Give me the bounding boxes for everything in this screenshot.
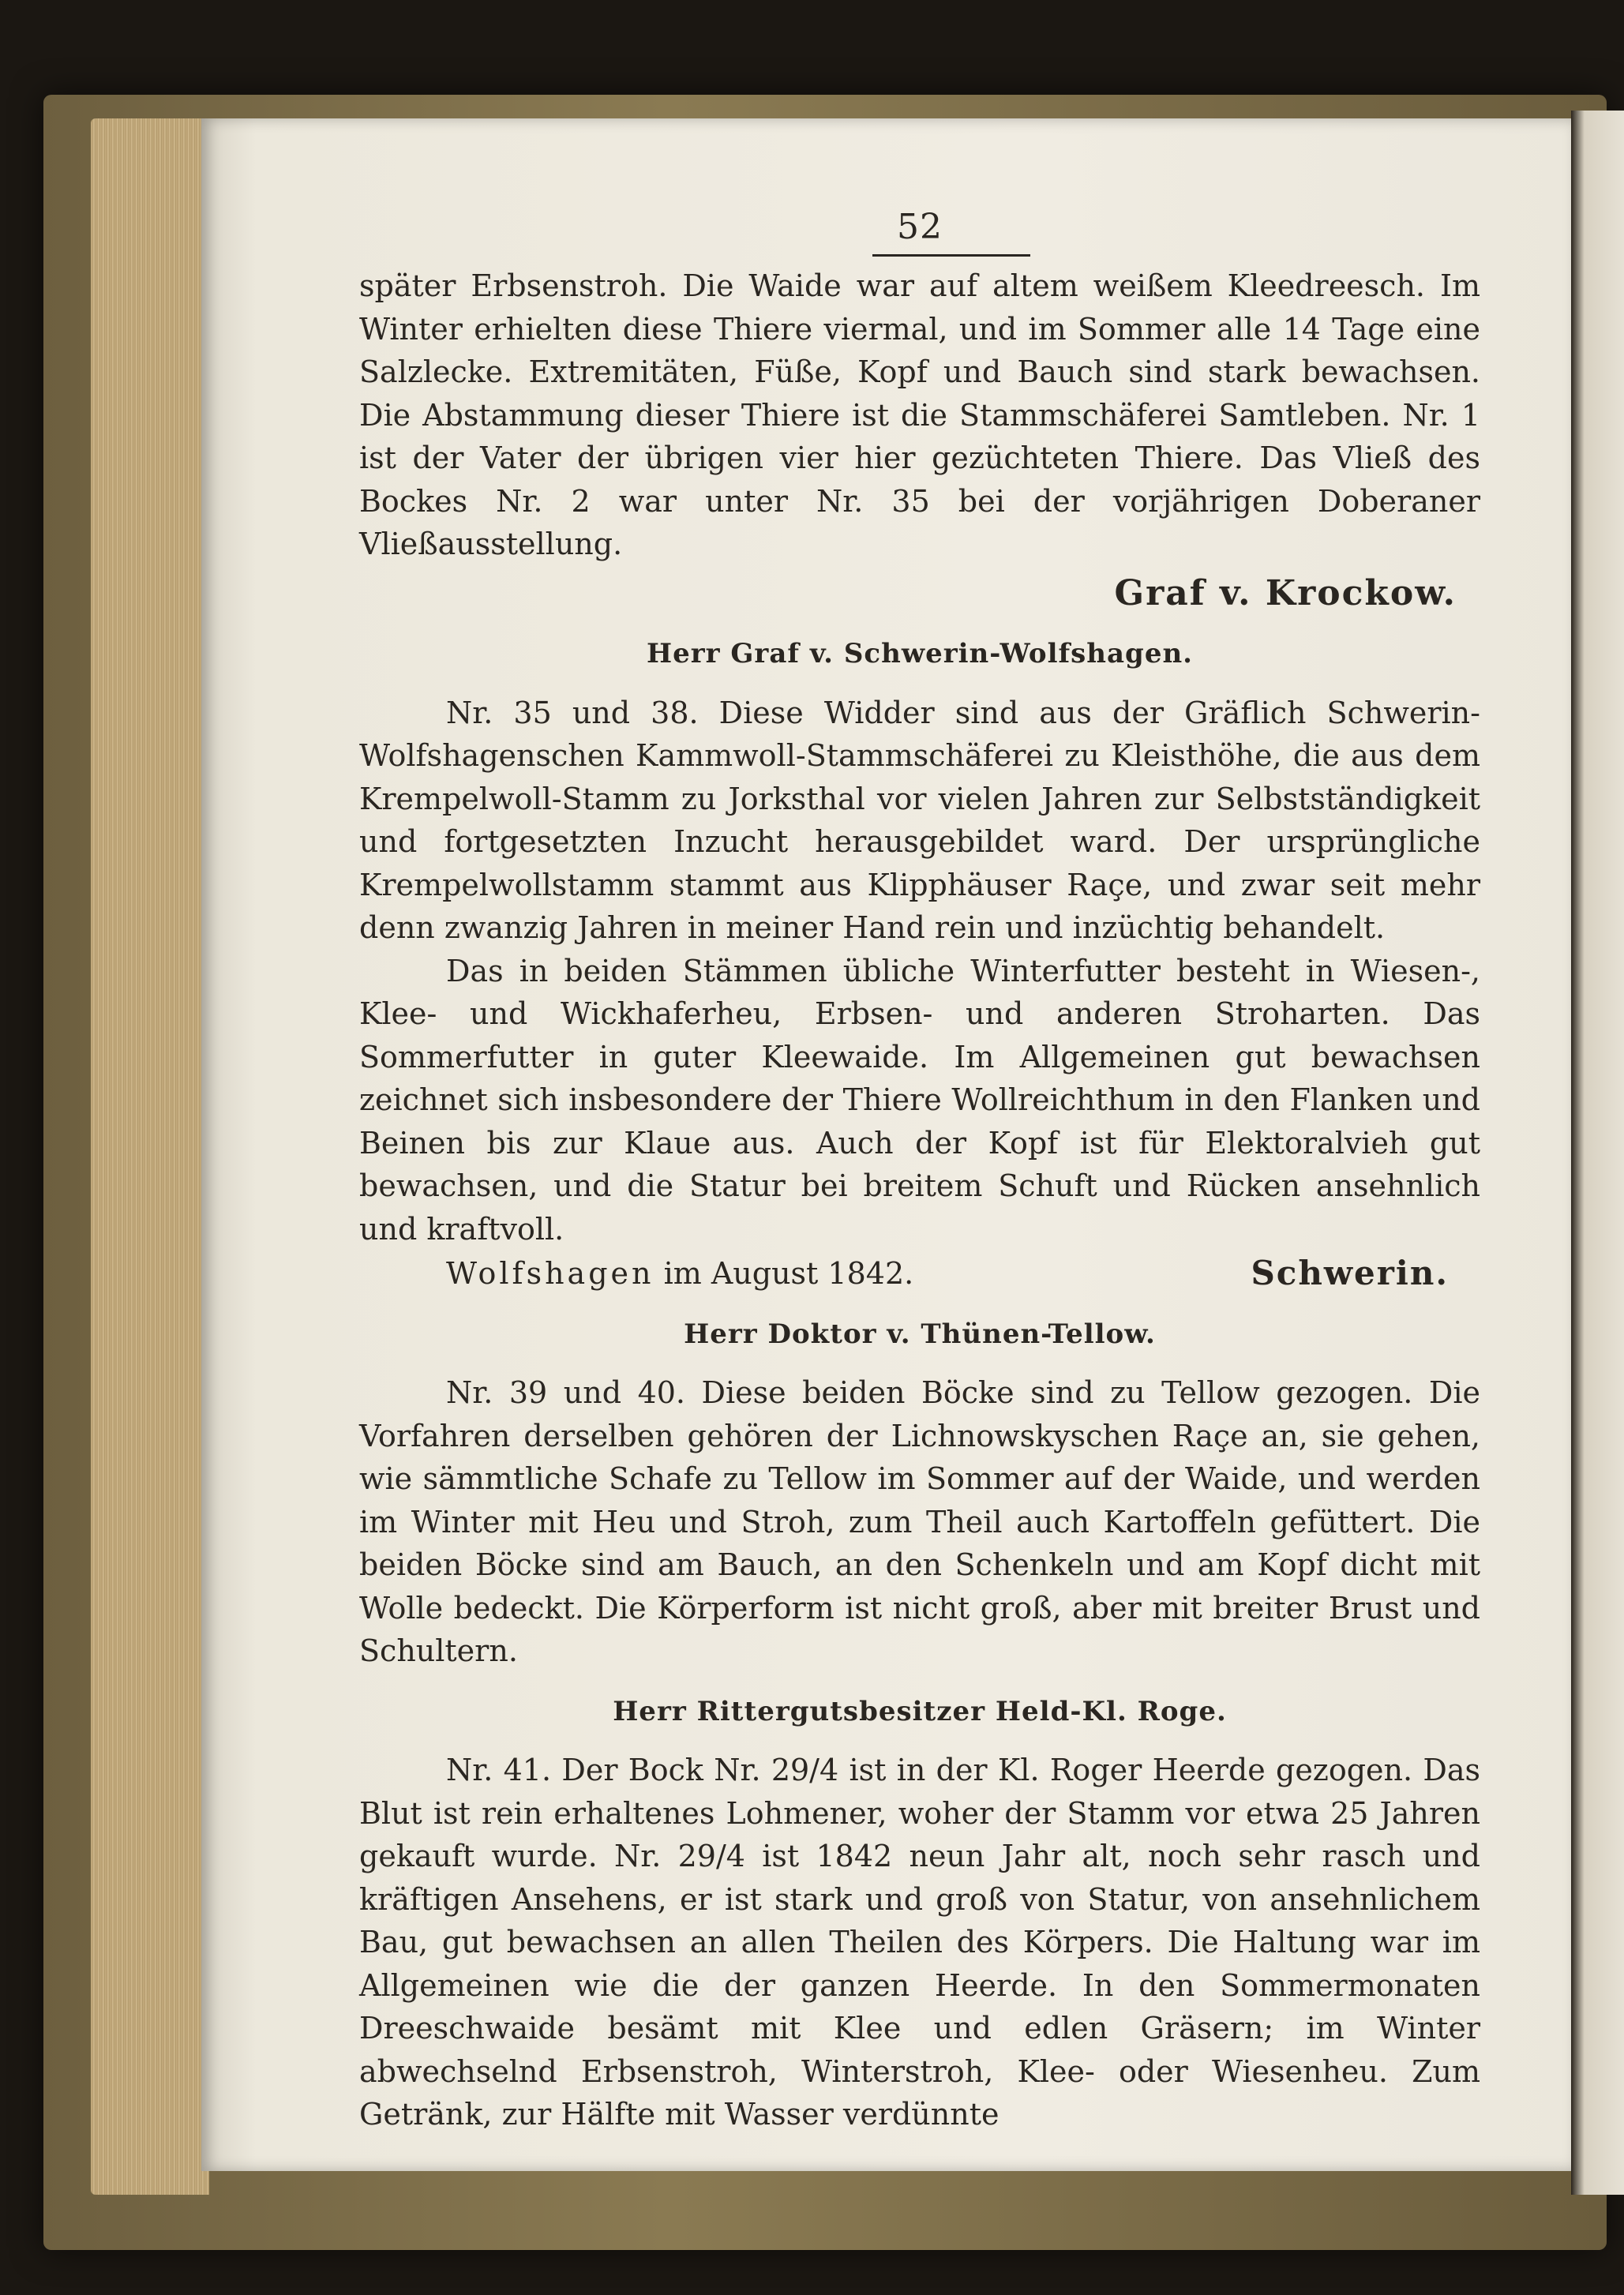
dateline-date: im August 1842. [654,1256,914,1291]
dateline-place: Wolfshagen [446,1256,654,1291]
page-edges [91,118,209,2195]
heading-schwerin-wolfshagen: Herr Graf v. Schwerin-Wolfshagen. [646,638,1194,669]
page-number: 52 [897,207,943,247]
page-number-rule [872,254,1030,257]
paragraph-5: Nr. 41. Der Bock Nr. 29/4 ist in der Kl. Roger Heerde gezogen. Das Blut ist rein erhaltenes Lohmener, woher der Stamm vor etwa 25 Jahren gekauft wurde. Nr. 29/4 ist 1842 neun Jahr alt, noch sehr rasch und kräftigen Ansehens, er ist stark und groß von Statur, von ansehnlichem Bau, gut bewachsen an allen Theilen des Körpers. Die Haltung war im Allgemeinen wie die der ganzen Heerde. In den Sommermonaten Dreeschwaide besämt mit Klee und edlen Gräsern; im Winter abwechselnd Erbsenstroh, Winterstroh, Klee- oder Wiesenheu. Zum Getränk, zur Hälfte mit Wasser verdünnte [359,1753,1480,2132]
signature-schwerin: Schwerin. [1251,1254,1449,1292]
heading-held-kl-roge: Herr Rittergutsbesitzer Held-Kl. Roge. [613,1695,1227,1727]
signature-krockow: Graf v. Krockow. [1114,572,1457,613]
next-page-edge [1571,111,1624,2195]
paragraph-1: später Erbsenstroh. Die Waide war auf altem weißem Kleedreesch. Im Winter erhielten diese Thiere viermal, und im Sommer alle 14 Tage eine Salzlecke. Extremitäten, Füße, Kopf und Bauch sind stark bewachsen. Die Abstammung dieser Thiere ist die Stammschäferei Samtleben. Nr. 1 ist der Vater der übrigen vier hier gezüchteten Thiere. Das Vließ des Bockes Nr. 2 war unter Nr. 35 bei der vorjährigen Doberaner Vließausstellung. [359,268,1480,561]
dateline-wolfshagen [359,1252,1480,1296]
heading-thuenen-tellow: Herr Doktor v. Thünen-Tellow. [684,1318,1156,1350]
paragraph-2: Nr. 35 und 38. Diese Widder sind aus der Gräflich Schwerin-Wolfshagenschen Kammwoll-Stammschäferei zu Kleisthöhe, die aus dem Krempelwoll-Stamm zu Jorksthal vor vielen Jahren zur Selbstständigkeit und fortgesetzten Inzucht herausgebildet ward. Der ursprüngliche Krempelwollstamm stammt aus Klipphäuser Raçe, und zwar seit mehr denn zwanzig Jahren in meiner Hand rein und inzüchtig behandelt. [359,695,1480,945]
paragraph-4: Nr. 39 und 40. Diese beiden Böcke sind zu Tellow gezogen. Die Vorfahren derselben gehören der Lichnowskyschen Raçe an, sie gehen, wie sämmtliche Schafe zu Tellow im Sommer auf der Waide, und werden im Winter mit Heu und Stroh, zum Theil auch Kartoffeln gefüttert. Die beiden Böcke sind am Bauch, an den Schenkeln und am Kopf dicht mit Wolle bedeckt. Die Körperform ist nicht groß, aber mit breiter Brust und Schultern. [359,1375,1480,1668]
paragraph-3: Das in beiden Stämmen übliche Winterfutter besteht in Wiesen-, Klee- und Wickhaferheu, Erbsen- und anderen Stroharten. Das Sommerfutter in guter Kleewaide. Im Allgemeinen gut bewachsen zeichnet sich insbesondere der Thiere Wollreichthum in den Flanken und Beinen bis zur Klaue aus. Auch der Kopf ist für Elektoralvieh gut bewachsen, und die Statur bei breitem Schuft und Rücken ansehnlich und kraftvoll. [359,953,1480,1247]
page-text [359,205,1480,2136]
